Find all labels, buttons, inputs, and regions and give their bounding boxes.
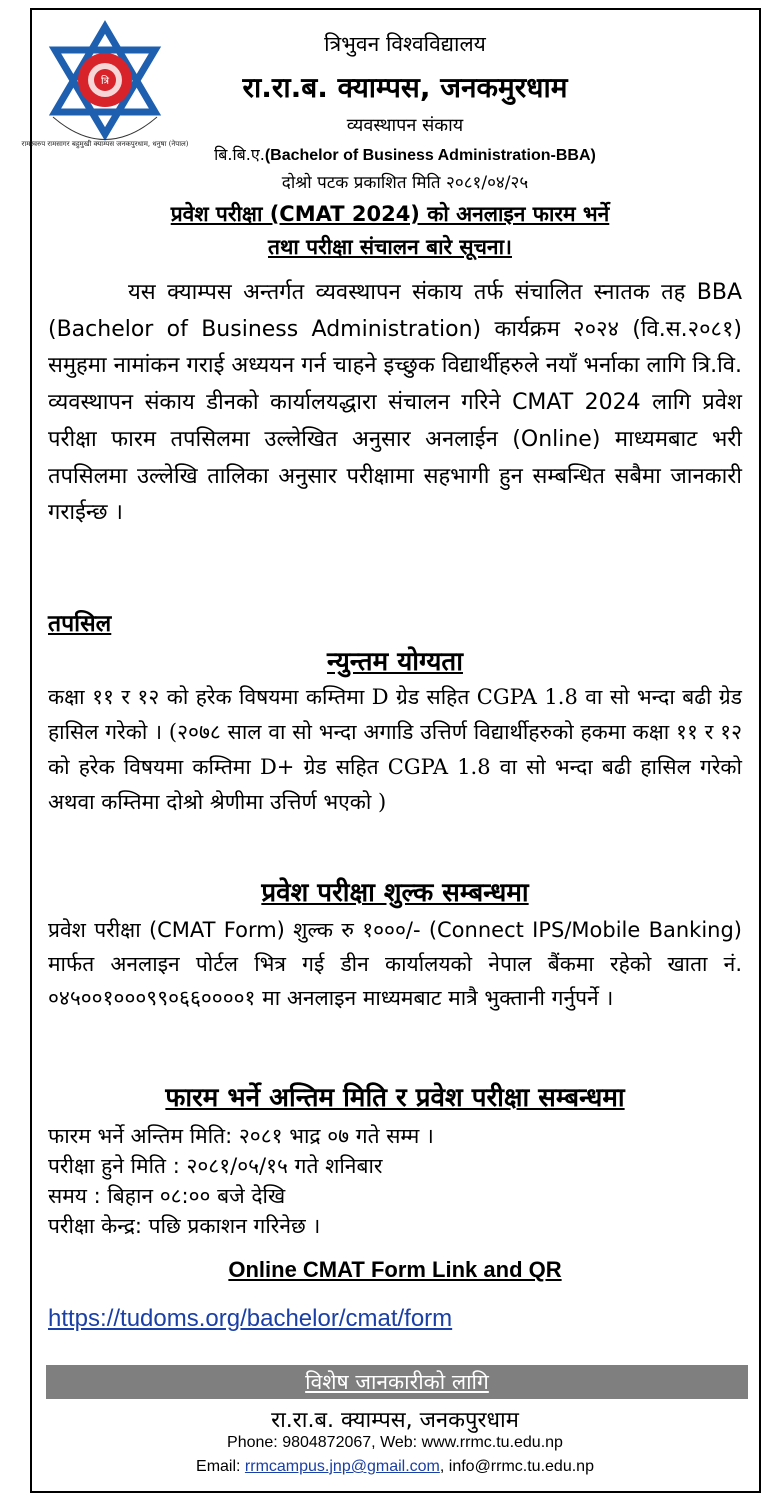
cmat-form-link[interactable]: https://tudoms.org/bachelor/cmat/form — [48, 1305, 453, 1332]
svg-text:त्रि: त्रि — [100, 76, 110, 87]
eligibility-text: कक्षा ११ र १२ को हरेक विषयमा कम्तिमा D ग्रेड सहित CGPA 1.8 वा सो भन्दा बढी ग्रेड हासिल गरेको । (२०७८ साल वा सो भन्दा अगाडि उत्तिर्ण विद्यार्थीहरुको हकमा कक्षा ११ र १२ को हरेक विषयमा कम्तिमा D+ ग्रेड सहित CGPA 1.8 वा सो भन्दा बढी हासिल गरेको अथवा कम्तिमा दोश्रो श्रेणीमा उत्तिर्ण भएको ) — [48, 685, 742, 814]
program-en: (Bachelor of Business Administration-BBA) — [264, 147, 596, 164]
eligibility-heading: न्युन्तम योग्यता — [327, 647, 463, 677]
notice-title-line2: तथा परीक्षा संचालन बारे सूचना। — [268, 235, 512, 259]
program-name — [170, 143, 640, 165]
notice-title-line1: प्रवेश परीक्षा (CMAT 2024) को अनलाइन फारम भर्ने — [170, 202, 610, 226]
email-link[interactable]: rrmcampus.jnp@gmail.com — [244, 1458, 440, 1475]
schedule-list — [48, 1121, 434, 1241]
logo-motto: रामस्वरुप रामसागर बहुमुखी क्याम्पस जनकपुरधाम, धनुषा (नेपाल) — [21, 140, 189, 148]
program-np: बि.बि.ए. — [214, 145, 265, 164]
footer-campus: रा.रा.ब. क्याम्पस, जनकपुरधाम — [271, 1408, 519, 1433]
form-link-heading: Online CMAT Form Link and QR — [228, 1257, 562, 1282]
exam-date-line: परीक्षा हुने मिति : २०८१/०५/१५ गते शनिबार — [48, 1154, 383, 1178]
deadline-line: फारम भर्ने अन्तिम मिति: २०८१ भाद्र ०७ गते सम्म । — [48, 1124, 434, 1148]
fee-heading: प्रवेश परीक्षा शुल्क सम्बन्धमा — [261, 878, 529, 908]
university-logo — [21, 22, 189, 162]
tapsil-label: तपसिल — [48, 611, 112, 637]
exam-center-line: परीक्षा केन्द्र: पछि प्रकाशन गरिनेछ । — [48, 1214, 321, 1238]
fee-text: प्रवेश परीक्षा (CMAT Form) शुल्क रु १०००/- (Connect IPS/Mobile Banking) मार्फत अनलाइन पोर्टल भित्र गई डीन कार्यालयको नेपाल बैंकमा रहेको खाता नं. ०४५००१०००९९०६६००००१ मा अनलाइन माध्यमबाट मात्रै भुक्तानी गर्नुपर्ने । — [48, 918, 742, 1010]
exam-time-line: समय : बिहान ०८:०० बजे देखि — [48, 1184, 286, 1208]
footer-email: Email: rrmcampus.jnp@gmail.com, info@rrmc.tu.edu.np — [196, 1458, 594, 1475]
intro-paragraph: यस क्याम्पस अन्तर्गत व्यवस्थापन संकाय तर्फ संचालित स्नातक तह BBA (Bachelor of Business Administration) कार्यक्रम २०२४ (वि.स.२०८१) समुहमा नामांकन गराई अध्ययन गर्न चाहने इच्छुक विद्यार्थीहरुले नयाँ भर्नाका लागि त्रि.वि. व्यवस्थापन संकाय डीनको कार्यालयद्धारा संचालन गरिने CMAT 2024 लागि प्रवेश परीक्षा फारम तपसिलमा उल्लेखित अनुसार अनलाईन (Online) माध्यमबाट भरी तपसिलमा उल्लेखि तालिका अनुसार परीक्षामा सहभागी हुन सम्बन्धित सबैमा जानकारी गराईन्छ । — [48, 280, 742, 526]
faculty-name: व्यवस्थापन संकाय — [346, 115, 464, 136]
info-bar — [46, 1365, 748, 1399]
university-name: त्रिभुवन विश्वविद्यालय — [324, 32, 486, 56]
footer-contact: Phone: 9804872067, Web: www.rrmc.tu.edu.np — [227, 1434, 563, 1451]
schedule-heading: फारम भर्ने अन्तिम मिति र प्रवेश परीक्षा सम्बन्धमा — [165, 1083, 625, 1113]
info-bar-label: विशेष जानकारीको लागि — [305, 1370, 489, 1394]
email-info[interactable]: info@rrmc.tu.edu.np — [448, 1458, 594, 1475]
campus-name: रा.रा.ब. क्याम्पस, जनकमुरधाम — [242, 71, 568, 104]
published-date: दोश्रो पटक प्रकाशित मिति २०८१/०४/२५ — [281, 173, 529, 193]
